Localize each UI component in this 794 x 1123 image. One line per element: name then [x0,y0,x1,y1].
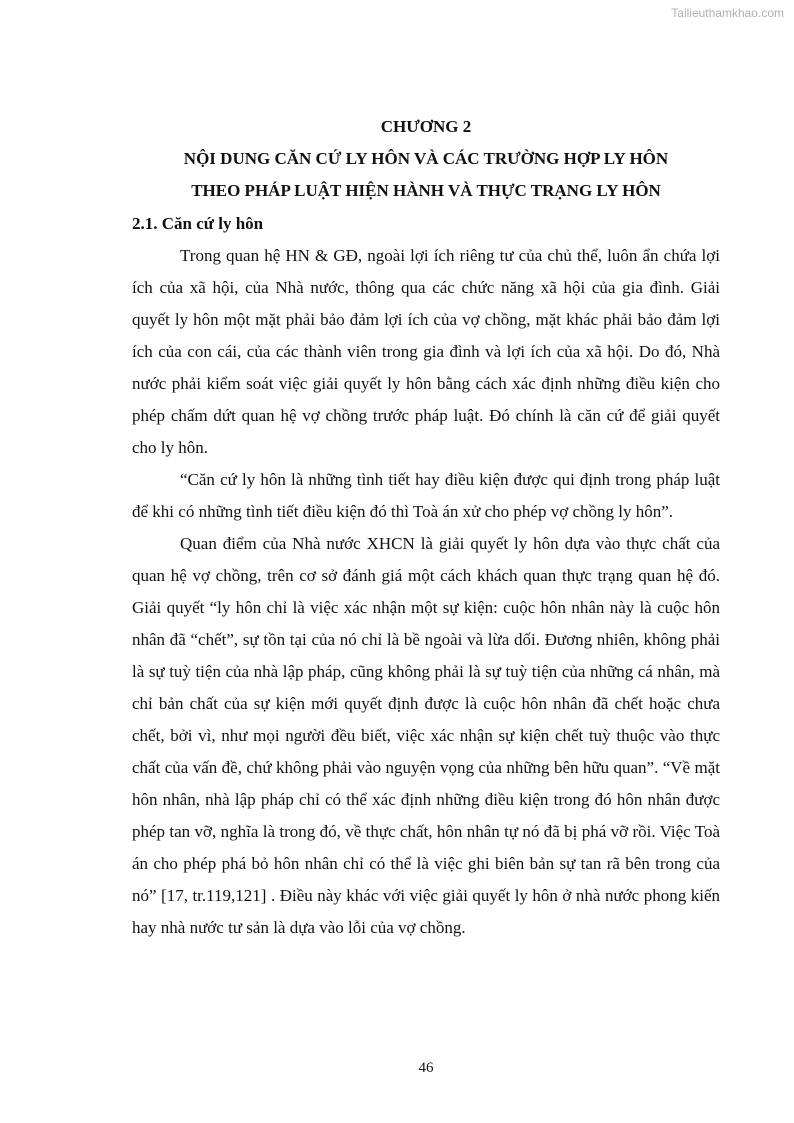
body-text [132,240,720,944]
section-heading: 2.1. Căn cứ ly hôn [132,214,264,233]
paragraph-3: Quan điểm của Nhà nước XHCN là giải quyết ly hôn dựa vào thực chất của quan hệ vợ chồng, trên cơ sở đánh giá một cách khách quan thực trạng quan hệ đó. Giải quyết “ly hôn chỉ là việc xác nhận một sự kiện: cuộc hôn nhân này là cuộc hôn nhân đã “chết”, sự tồn tại của nó chỉ là bề ngoài và lừa dối. Đương nhiên, không phải là sự tuỳ tiện của nhà lập pháp, cũng không phải là sự tuỳ tiện của những cá nhân, mà chỉ bản chất của sự kiện mới quyết định được là cuộc hôn nhân đã chết hoặc chưa chết, bởi vì, như mọi người đều biết, việc xác nhận sự kiện chết tuỳ thuộc vào thực chất của vấn đề, chứ không phải vào nguyện vọng của những bên hữu quan”. “Về mặt hôn nhân, nhà lập pháp chỉ có thể xác định những điều kiện trong đó hôn nhân được phép tan vỡ, nghĩa là trong đó, về thực chất, hôn nhân tự nó đã bị phá vỡ rồi. Việc Toà án cho phép phá bỏ hôn nhân chỉ có thể là việc ghi biên bản sự tan rã bên trong của nó” [17, tr.119,121] . Điều này khác với việc giải quyết ly hôn ở nhà nước phong kiến hay nhà nước tư sản là dựa vào lỗi của vợ chồng. [132,534,720,937]
paragraph-2: “Căn cứ ly hôn là những tình tiết hay điều kiện được qui định trong pháp luật để khi có những tình tiết điều kiện đó thì Toà án xử cho phép vợ chồng ly hôn”. [132,470,720,521]
watermark: Tailieuthamkhao.com [671,6,784,20]
paragraph-1: Trong quan hệ HN & GĐ, ngoài lợi ích riêng tư của chủ thể, luôn ẩn chứa lợi ích của xã hội, của Nhà nước, thông qua các chức năng xã hội của gia đình. Giải quyết ly hôn một mặt phải bảo đảm lợi ích của vợ chồng, mặt khác phải bảo đảm lợi ích của con cái, của các thành viên trong gia đình và lợi ích của xã hội. Do đó, Nhà nước phải kiểm soát việc giải quyết ly hôn bằng cách xác định những điều kiện cho phép chấm dứt quan hệ vợ chồng trước pháp luật. Đó chính là căn cứ để giải quyết cho ly hôn. [132,246,720,457]
chapter-title-line-2: THEO PHÁP LUẬT HIỆN HÀNH VÀ THỰC TRẠNG LY HÔN [191,181,661,200]
page-number: 46 [418,1060,434,1076]
chapter-title-line-1: NỘI DUNG CĂN CỨ LY HÔN VÀ CÁC TRƯỜNG HỢP LY HÔN [183,149,669,168]
chapter-label: CHƯƠNG 2 [380,117,472,136]
